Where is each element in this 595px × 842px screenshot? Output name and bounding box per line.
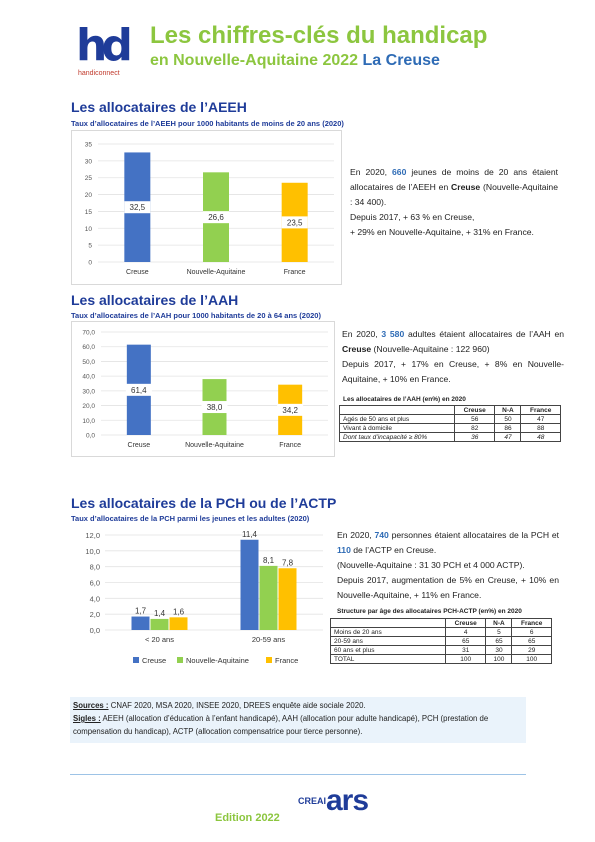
y-tick-label: 40,0: [82, 373, 95, 381]
table-header-cell: Creuse: [454, 406, 495, 415]
logo: [72, 20, 138, 84]
table-cell: 5: [486, 628, 512, 637]
table-cell: Dont taux d’incapacité ≥ 80%: [340, 433, 455, 442]
table-row: [340, 433, 561, 442]
table-cell: Agés de 50 ans et plus: [340, 415, 455, 424]
partner-logos: [292, 784, 382, 828]
pch-table-caption: Structure par âge des allocataires PCH-ACTP (en%) en 2020: [337, 608, 522, 615]
y-tick-label: 8,0: [89, 562, 100, 572]
legend-label: France: [275, 656, 299, 665]
table-header-cell: France: [512, 619, 552, 628]
data-label: 26,6: [208, 213, 224, 223]
table-cell: Vivant à domicile: [340, 424, 455, 433]
sources-label: Sources :: [73, 701, 109, 710]
paragraph-text: Depuis 2017, augmentation de 5% en Creuse, + 10% en Nouvelle-Aquitaine, + 11% en France.: [337, 575, 559, 600]
table-cell: 100: [445, 655, 486, 664]
sigles-text: AEEH (allocation d’éducation à l’enfant handicapé), AAH (allocation pour adulte handicapé), PCH (prestation de compensation du handicap), ACTP (allocation compensatrice pour tierce personne).: [73, 714, 489, 736]
table-cell: 65: [445, 637, 486, 646]
sources-box: [70, 697, 526, 743]
x-tick-label: < 20 ans: [145, 635, 174, 644]
paragraph-text: + 29% en Nouvelle-Aquitaine, + 31% en France.: [350, 227, 534, 237]
table-cell: 88: [521, 424, 561, 433]
table-cell: 48: [521, 433, 561, 442]
section-subtitle-pch: Taux d’allocataires de la PCH parmi les jeunes et les adultes (2020): [71, 514, 310, 523]
table-header-cell: N-A: [495, 406, 521, 415]
section-subtitle-aah: Taux d’allocataires de l’AAH pour 1000 habitants de 20 à 64 ans (2020): [71, 311, 321, 320]
data-label: 8,1: [262, 555, 275, 565]
table-header-row: [331, 619, 552, 628]
legend-swatch: [177, 657, 183, 663]
table-cell: 82: [454, 424, 495, 433]
paragraph-text: En 2020,: [350, 167, 393, 177]
table-cell: 65: [512, 637, 552, 646]
table-cell: 6: [512, 628, 552, 637]
table-row: [331, 655, 552, 664]
table-header-cell: N-A: [486, 619, 512, 628]
y-tick-label: 70,0: [82, 329, 95, 337]
chart-aeeh: [71, 130, 342, 285]
section-title-pch: Les allocataires de la PCH ou de l’ACTP: [71, 495, 337, 511]
y-tick-label: 0: [88, 259, 92, 267]
section-title-aeeh: Les allocataires de l’AEEH: [71, 99, 247, 115]
table-row: [340, 424, 561, 433]
y-tick-label: 10,0: [82, 417, 95, 425]
legend-label: Creuse: [142, 656, 167, 665]
table-cell: 86: [495, 424, 521, 433]
aah-table-caption: Les allocataires de l’AAH (en%) en 2020: [343, 396, 466, 403]
legend-swatch: [266, 657, 272, 663]
paragraph-text: En 2020,: [337, 530, 375, 540]
table-cell: 100: [512, 655, 552, 664]
footer-divider: [70, 774, 526, 775]
data-label: 34,2: [282, 405, 298, 415]
x-tick-label: France: [283, 269, 306, 276]
x-tick-label: Creuse: [127, 442, 151, 449]
logo-text: hd: [76, 20, 127, 71]
table-cell: 100: [486, 655, 512, 664]
data-label: 11,4: [242, 529, 257, 539]
highlight-number: 3 580: [381, 329, 405, 339]
data-label: 7,8: [281, 558, 294, 568]
paragraph-text: Depuis 2017, + 63 % en Creuse,: [350, 212, 475, 222]
page-subtitle: [150, 52, 440, 70]
y-tick-label: 25: [84, 175, 92, 183]
table-cell: 47: [521, 415, 561, 424]
data-label: 1,7: [134, 606, 147, 616]
x-tick-label: Nouvelle-Aquitaine: [186, 269, 246, 276]
x-tick-label: Creuse: [126, 269, 149, 276]
y-tick-label: 6,0: [89, 578, 100, 588]
data-label: 1,4: [153, 608, 166, 618]
edition-label: Edition 2022: [215, 812, 280, 824]
highlight-text: Creuse: [342, 344, 372, 354]
y-tick-label: 0,0: [85, 432, 95, 440]
y-tick-label: 15: [84, 208, 92, 216]
paragraph-text: En 2020,: [342, 329, 382, 339]
bar: [260, 566, 278, 630]
table-cell: 36: [454, 433, 495, 442]
table-cell: 29: [512, 646, 552, 655]
aah-table: [339, 405, 561, 442]
chart-aah: [71, 321, 335, 457]
y-tick-label: 20,0: [82, 403, 95, 411]
table-header-cell: [340, 406, 455, 415]
table-cell: 65: [486, 637, 512, 646]
highlight-number: 740: [374, 530, 389, 540]
y-tick-label: 4,0: [89, 594, 100, 604]
table-cell: 56: [454, 415, 495, 424]
table-cell: 4: [445, 628, 486, 637]
y-tick-label: 30,0: [82, 388, 95, 396]
sigles-label: Sigles :: [73, 714, 101, 723]
page-title: Les chiffres-clés du handicap: [150, 22, 488, 49]
table-row: [340, 415, 561, 424]
x-tick-label: France: [279, 442, 302, 449]
table-cell: 30: [486, 646, 512, 655]
table-cell: 47: [495, 433, 521, 442]
legend-label: Nouvelle-Aquitaine: [186, 656, 249, 665]
bar: [151, 619, 169, 630]
section-title-aah: Les allocataires de l’AAH: [71, 292, 239, 308]
table-cell: TOTAL: [331, 655, 446, 664]
paragraph-text: jeunes de moins de 20 ans étaient allocataires de l’AEEH en: [350, 167, 558, 192]
data-label: 32,5: [129, 203, 146, 213]
paragraph-text: Depuis 2017, + 17% en Creuse, + 8% en Nouvelle-Aquitaine, + 10% en France.: [342, 359, 564, 384]
y-tick-label: 20: [84, 192, 92, 200]
y-tick-label: 2,0: [89, 610, 100, 620]
bar: [132, 617, 150, 630]
y-tick-label: 12,0: [85, 531, 100, 540]
y-tick-label: 50,0: [82, 358, 95, 366]
sources-line: [73, 699, 523, 712]
highlight-text: Creuse: [451, 182, 481, 192]
table-cell: 31: [445, 646, 486, 655]
pch-table: [330, 618, 552, 664]
x-tick-label: 20-59 ans: [251, 635, 286, 644]
y-tick-label: 5: [88, 242, 92, 250]
paragraph-text: personnes étaient allocataires de la PCH et: [388, 530, 559, 540]
data-label: 61,4: [131, 385, 147, 395]
highlight-number: 110: [337, 545, 351, 555]
y-tick-label: 10: [84, 225, 92, 233]
creai-logo-text: CREAI: [298, 796, 327, 806]
section-subtitle-aeeh: Taux d’allocataires de l’AEEH pour 1000 habitants de moins de 20 ans (2020): [71, 119, 344, 128]
x-tick-label: Nouvelle-Aquitaine: [185, 442, 244, 449]
table-cell: 60 ans et plus: [331, 646, 446, 655]
highlight-number: 660: [392, 167, 407, 177]
table-row: [331, 637, 552, 646]
table-header-cell: [331, 619, 446, 628]
paragraph-text: (Nouvelle-Aquitaine : 122 960): [371, 344, 490, 354]
y-tick-label: 30: [84, 158, 92, 166]
table-cell: Moins de 20 ans: [331, 628, 446, 637]
aeeh-paragraph: [350, 165, 558, 240]
y-tick-label: 0,0: [89, 626, 100, 635]
y-tick-label: 35: [84, 141, 92, 149]
bar: [241, 540, 259, 630]
data-label: 1,6: [172, 607, 185, 617]
paragraph-text: adultes étaient allocataires de l’AAH en: [404, 329, 565, 339]
table-row: [331, 628, 552, 637]
bar: [170, 617, 188, 630]
paragraph-text: (Nouvelle-Aquitaine : 34 400).: [350, 182, 558, 207]
logo-subtext: handiconnect: [78, 70, 120, 77]
paragraph-text: de l’ACTP en Creuse.: [350, 545, 437, 555]
table-row: [331, 646, 552, 655]
aah-paragraph: [342, 327, 564, 387]
bar: [279, 568, 297, 630]
y-tick-label: 60,0: [82, 344, 95, 352]
table-header-cell: France: [521, 406, 561, 415]
table-header-row: [340, 406, 561, 415]
chart-pch: [71, 525, 331, 675]
table-cell: 20-59 ans: [331, 637, 446, 646]
legend-swatch: [133, 657, 139, 663]
table-header-cell: Creuse: [445, 619, 486, 628]
sources-text: CNAF 2020, MSA 2020, INSEE 2020, DREES enquête aide sociale 2020.: [108, 701, 366, 710]
data-label: 38,0: [206, 403, 223, 413]
subtitle-department: La Creuse: [362, 52, 440, 69]
table-cell: 50: [495, 415, 521, 424]
subtitle-region: en Nouvelle-Aquitaine 2022: [150, 52, 359, 69]
ars-logo-text: ars: [326, 784, 369, 817]
pch-paragraph: [337, 528, 559, 603]
data-label: 23,5: [286, 218, 303, 228]
sigles-line: [73, 712, 523, 738]
y-tick-label: 10,0: [85, 546, 100, 556]
paragraph-text: (Nouvelle-Aquitaine : 31 30 PCH et 4 000 ACTP).: [337, 560, 525, 570]
